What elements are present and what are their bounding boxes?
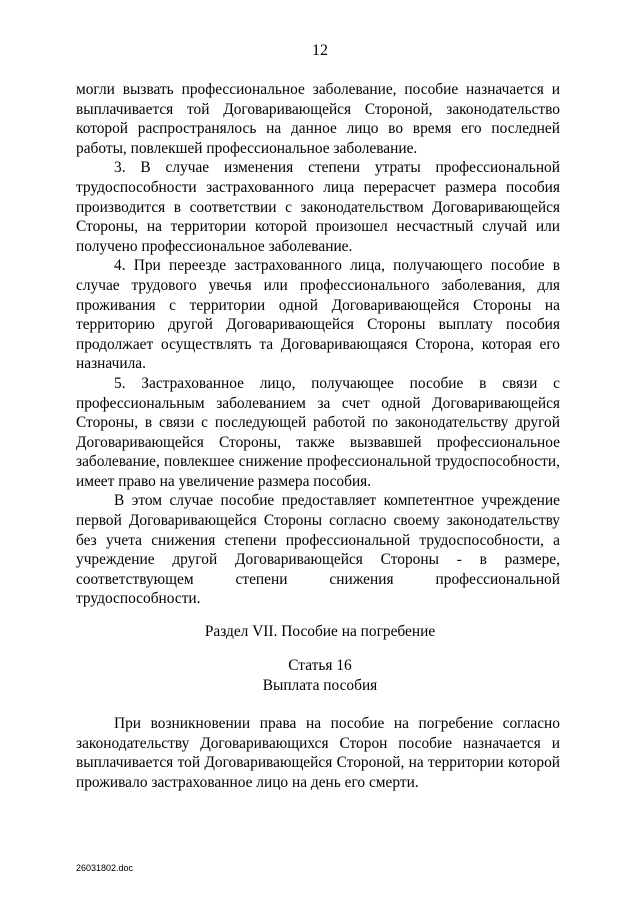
section-heading: Раздел VII. Пособие на погребение	[204, 623, 436, 640]
page-number: 12	[312, 42, 328, 59]
article-body	[76, 714, 560, 792]
file-code: 26031802.doc	[76, 863, 134, 873]
paragraph-item-3: 3. В случае изменения степени утраты профессиональной трудоспособности застрахованного лица перерасчет размера пособия производится в соответствии с законодательством Договаривающейся Стороны, на территории которой произошел несчастный случай или получено профессиональное заболевание.	[76, 159, 560, 255]
article-number: Статья 16	[288, 657, 352, 674]
paragraph-continuation: могли вызвать профессиональное заболевание, пособие назначается и выплачивается той Договаривающейся Стороной, законодательство которой распространялось на данное лицо во время его последней работы, повлекшей профессиональное заболевание.	[76, 81, 560, 157]
article-title: Выплата пособия	[262, 677, 378, 694]
document-body	[76, 80, 560, 609]
paragraph-item-5-continuation: В этом случае пособие предоставляет компетентное учреждение первой Договаривающейся Стороны согласно своему законодательству без учета снижения степени профессиональной трудоспособности, а учреждение другой Договаривающейся Стороны - в размере, соответствующем степени снижения профессиональной трудоспособности.	[76, 492, 560, 608]
paragraph-item-5: 5. Застрахованное лицо, получающее пособие в связи с профессиональным заболеванием за счет одной Договаривающейся Стороны, в связи с последующей работой по законодательству другой Договаривающейся Стороны, также вызвавшей профессиональное заболевание, повлекшее снижение профессиональной трудоспособности, имеет право на увеличение размера пособия.	[76, 374, 560, 490]
article-paragraph: При возникновении права на пособие на погребение согласно законодательству Договаривающихся Сторон пособие назначается и выплачивается той Договаривающейся Стороной, на территории которой проживало застрахованное лицо на день его смерти.	[76, 715, 560, 791]
paragraph-item-4: 4. При переезде застрахованного лица, получающего пособие в случае трудового увечья или профессионального заболевания, для проживания с территории одной Договаривающейся Стороны на территорию другой Договаривающейся Стороны выплату пособия продолжает осуществлять та Договаривающаяся Сторона, которая его назначила.	[76, 257, 560, 373]
